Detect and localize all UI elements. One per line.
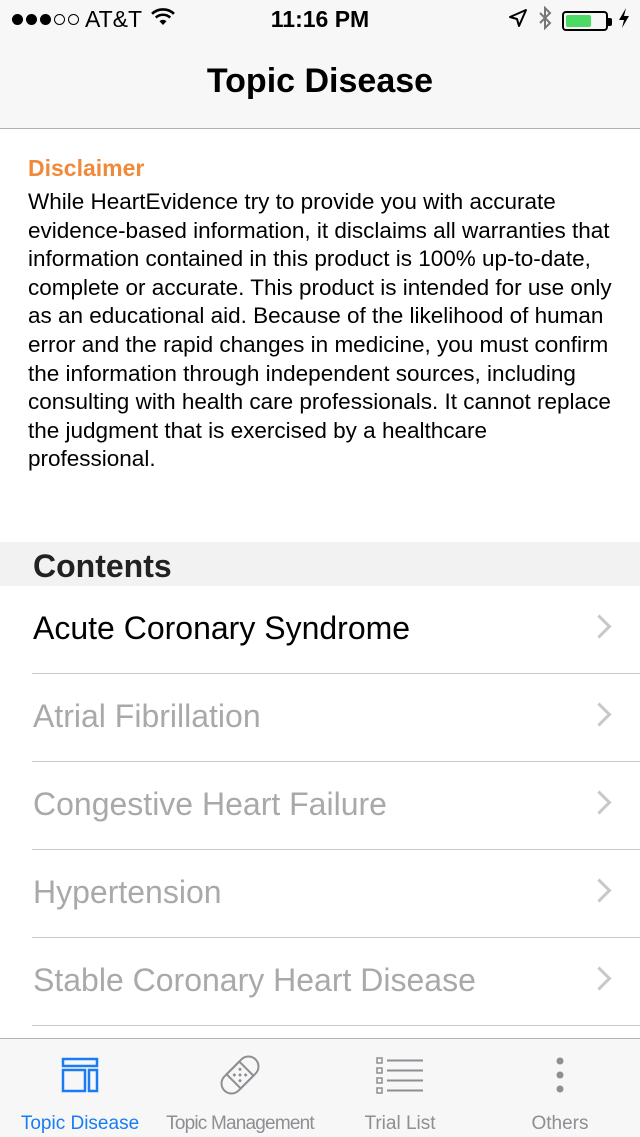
contents-header-label: Contents — [33, 548, 172, 584]
list-item-label: Stable Coronary Heart Disease — [33, 962, 476, 998]
tab-topic-disease[interactable] — [0, 1039, 160, 1137]
disclaimer-title: Disclaimer — [28, 155, 145, 181]
list-item-atrial-fibrillation[interactable] — [0, 674, 640, 762]
list-item-label: Congestive Heart Failure — [33, 786, 387, 822]
chevron-right-icon — [587, 790, 611, 814]
more-icon — [554, 1055, 566, 1100]
chevron-right-icon — [587, 702, 611, 726]
list-item-label: Atrial Fibrillation — [33, 698, 261, 734]
tab-label: Topic Management — [166, 1113, 314, 1134]
battery-icon — [562, 11, 608, 31]
disclaimer-text: While HeartEvidence try to provide you with accurate evidence-based information, it disclaims all warranties that information contained in this product is 100% up-to-date, complete or accurate. This product is intended for use only as an educational aid. Because of the likelihood of human error and the rapid changes in medicine, you must confirm the information through independent sources, including consulting with health care professionals. It cannot replace the judgment that is exercised by a healthcare professional. — [28, 189, 612, 472]
location-icon — [508, 8, 528, 33]
bandage-icon — [214, 1055, 266, 1106]
navigation-bar — [0, 40, 640, 129]
chevron-right-icon — [587, 614, 611, 638]
contents-section-header — [0, 542, 640, 586]
status-bar — [0, 0, 640, 40]
tab-others[interactable] — [480, 1039, 640, 1137]
list-item-acute-coronary-syndrome[interactable] — [0, 586, 640, 674]
chevron-right-icon — [587, 878, 611, 902]
tab-label: Trial List — [364, 1113, 436, 1134]
tab-label: Topic Disease — [20, 1113, 140, 1134]
carrier-label: AT&T — [85, 6, 143, 32]
list-item-hypertension[interactable] — [0, 850, 640, 938]
list-item-label: Hypertension — [33, 874, 222, 910]
status-time: 11:16 PM — [270, 6, 370, 32]
tab-trial-list[interactable] — [320, 1039, 480, 1137]
tab-bar — [0, 1038, 640, 1137]
tab-label: Others — [531, 1113, 589, 1134]
list-item-stable-coronary-heart-disease[interactable] — [0, 938, 640, 1026]
list-item-label: Acute Coronary Syndrome — [33, 610, 411, 646]
list-icon — [376, 1055, 424, 1100]
topic-disease-icon — [60, 1055, 100, 1100]
disclaimer-section — [28, 155, 618, 474]
tab-topic-management[interactable] — [160, 1039, 320, 1137]
charging-icon — [618, 7, 630, 34]
page-title: Topic Disease — [206, 62, 434, 100]
chevron-right-icon — [587, 966, 611, 990]
list-item-congestive-heart-failure[interactable] — [0, 762, 640, 850]
contents-list — [0, 586, 640, 1026]
bluetooth-icon — [538, 6, 552, 35]
divider — [32, 1025, 640, 1026]
